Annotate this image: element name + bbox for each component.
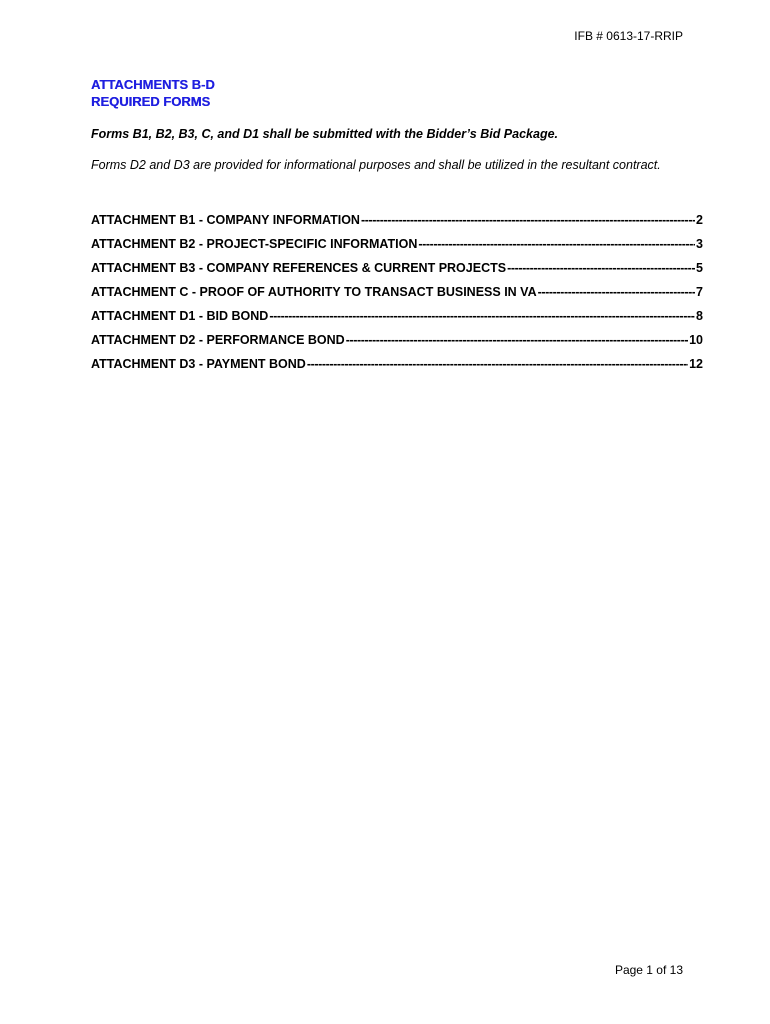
toc-leader [269, 309, 695, 323]
table-of-contents [91, 213, 703, 381]
toc-leader [346, 333, 688, 347]
submission-note: Forms B1, B2, B3, C, and D1 shall be submitted with the Bidder’s Bid Package. [91, 127, 559, 141]
toc-leader [538, 285, 695, 299]
toc-page-number: 5 [696, 261, 703, 275]
toc-leader [307, 357, 688, 371]
ifb-number: IFB # 0613-17-RRIP [574, 29, 683, 43]
toc-page-number: 10 [689, 333, 703, 347]
section-heading [91, 76, 215, 110]
informational-note: Forms D2 and D3 are provided for informational purposes and shall be utilized in the resultant contract. [91, 158, 661, 172]
toc-title: ATTACHMENT D1 - BID BOND [91, 309, 269, 323]
toc-entry-b3[interactable] [91, 261, 703, 285]
toc-entry-b2[interactable] [91, 237, 703, 261]
toc-leader [418, 237, 695, 251]
toc-title: ATTACHMENT D2 - PERFORMANCE BOND [91, 333, 345, 347]
heading-line-1: ATTACHMENTS B-D [91, 77, 215, 92]
toc-title: ATTACHMENT C - PROOF OF AUTHORITY TO TRANSACT BUSINESS IN VA [91, 285, 537, 299]
toc-entry-b1[interactable] [91, 213, 703, 237]
heading-line-2: REQUIRED FORMS [91, 94, 211, 109]
toc-title: ATTACHMENT B2 - PROJECT-SPECIFIC INFORMATION [91, 237, 418, 251]
toc-entry-d1[interactable] [91, 309, 703, 333]
page-number-footer: Page 1 of 13 [614, 963, 683, 977]
toc-leader [361, 213, 695, 227]
toc-entry-c[interactable] [91, 285, 703, 309]
toc-entry-d3[interactable] [91, 357, 703, 381]
toc-page-number: 2 [696, 213, 703, 227]
toc-title: ATTACHMENT D3 - PAYMENT BOND [91, 357, 306, 371]
toc-page-number: 3 [696, 237, 703, 251]
toc-leader [507, 261, 695, 275]
toc-title: ATTACHMENT B1 - COMPANY INFORMATION [91, 213, 360, 227]
toc-page-number: 8 [696, 309, 703, 323]
toc-entry-d2[interactable] [91, 333, 703, 357]
toc-page-number: 7 [696, 285, 703, 299]
toc-title: ATTACHMENT B3 - COMPANY REFERENCES & CURRENT PROJECTS [91, 261, 507, 275]
toc-page-number: 12 [689, 357, 703, 371]
